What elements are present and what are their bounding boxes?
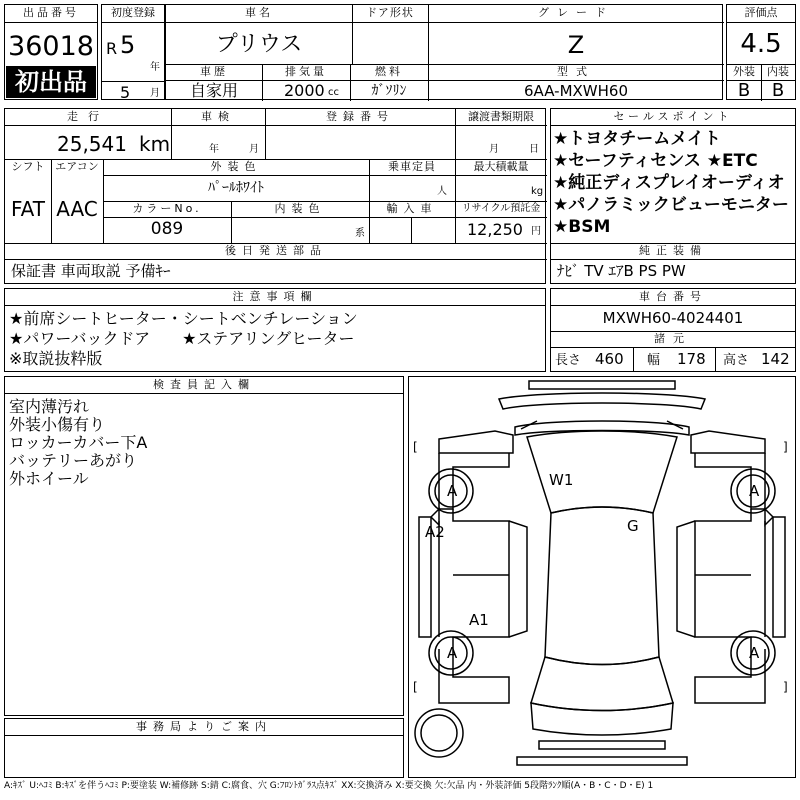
genuine-equipment-value: ﾅﾋﾞ TV ｴｱB PS PW (557, 262, 686, 280)
car-name: プリウス (215, 32, 303, 57)
caution-box (4, 288, 546, 372)
color-no-value: 089 (150, 219, 184, 239)
caution-label: 注意事項欄 (232, 290, 318, 303)
ac-label: エアコン (55, 160, 99, 173)
capacity-unit: 人 (437, 186, 447, 197)
spec-label: 諸元 (654, 332, 692, 345)
lot-number: 36018 (8, 31, 94, 62)
inspector-line: ロッカーカバー下A (9, 433, 148, 452)
inspector-line: 外ホイール (9, 469, 89, 488)
mark-fr-wheel: A (749, 482, 760, 500)
later-parts-value: 保証書 車両取説 予備ｷｰ (11, 262, 171, 280)
later-parts-label: 後日発送部品 (225, 244, 327, 257)
inspector-label: 検査員記入欄 (153, 378, 255, 391)
door-label: ドア形状 (366, 6, 414, 19)
score-value: 4.5 (740, 29, 782, 59)
lot-number-label: 出品番号 (23, 6, 79, 19)
inspector-line: バッテリーあがり (9, 451, 138, 470)
registration-label: 初度登録 (111, 6, 155, 19)
mark-rr-wheel: A (749, 644, 760, 662)
fuel-label: 燃料 (375, 65, 403, 78)
ac-value: AAC (56, 197, 98, 221)
history-value: 自家用 (189, 81, 238, 100)
import-label: 輸入車 (386, 202, 438, 215)
plate-label: 登録番号 (326, 110, 394, 123)
sales-line: ★トヨタチームメイト (553, 129, 721, 149)
mark-rl-wheel: A (447, 644, 458, 662)
month-unit: 月 (150, 88, 160, 99)
mileage-label: 走行 (67, 110, 109, 123)
grade-label: グレード (538, 6, 614, 19)
mark-a1: A1 (469, 611, 489, 629)
model-value: 6AA-MXWH60 (524, 82, 628, 100)
width-label: 幅 (647, 353, 661, 368)
era: R (106, 39, 118, 58)
car-name-label: 車名 (245, 6, 273, 19)
chassis-number: MXWH60-4024401 (602, 309, 744, 327)
caution-line: ※取説抜粋版 (9, 349, 103, 368)
sales-line: ★パノラミックビューモニター (553, 195, 789, 215)
inspector-box (4, 376, 404, 716)
chassis-box (550, 288, 796, 372)
bracket-left-bottom: [ (413, 680, 418, 694)
first-listing-badge: 初出品 (6, 66, 96, 98)
details-box (4, 108, 546, 284)
car-diagram (408, 376, 796, 778)
int-color-unit: 系 (355, 228, 365, 239)
mileage-unit: km (139, 132, 171, 156)
sales-line: ★セーフティセンス ★ETC (553, 151, 758, 171)
inspection-month-unit: 月 (249, 144, 259, 155)
sales-line: ★純正ディスプレイオーディオ (553, 173, 785, 193)
transfer-month-unit: 月 (489, 144, 499, 155)
history-label: 車歴 (200, 65, 228, 78)
transfer-day-unit: 日 (529, 144, 539, 155)
score-box (726, 4, 796, 100)
caution-line: ★前席シートヒーター・シートベンチレーション (9, 309, 358, 328)
chassis-label: 車台番号 (639, 290, 707, 303)
length-label: 長さ (555, 353, 582, 368)
genuine-equipment-label: 純正装備 (639, 244, 707, 257)
inspector-line: 室内薄汚れ (9, 397, 90, 416)
car-outline (409, 377, 795, 777)
grade-value: Z (567, 31, 585, 59)
year-unit: 年 (150, 62, 160, 73)
reg-year: 5 (120, 31, 136, 59)
displacement-unit: cc (328, 87, 339, 98)
mileage-value: 25,541 (57, 132, 127, 156)
interior-grade: B (771, 80, 785, 101)
exterior-grade: B (737, 80, 751, 101)
score-label: 評価点 (744, 6, 778, 19)
transfer-label: 譲渡書類期限 (468, 110, 534, 123)
inspector-line: 外装小傷有り (9, 415, 106, 434)
sales-line: ★BSM (553, 217, 611, 237)
displacement-label: 排気量 (285, 65, 327, 78)
mark-g: G (627, 517, 639, 535)
vehicle-info-box (165, 4, 723, 100)
height-value: 142 (761, 350, 790, 368)
capacity-label: 乗車定員 (388, 160, 436, 173)
color-value: ﾊﾟｰﾙﾎﾜｲﾄ (208, 180, 264, 196)
recycle-label: リサイクル預託金 (461, 203, 541, 214)
inspection-label: 車検 (201, 110, 235, 123)
displacement-value: 2000 (284, 81, 325, 100)
caution-line: ★パワーバックドア ★ステアリングヒーター (9, 329, 355, 348)
load-unit: kg (531, 186, 544, 197)
recycle-unit: 円 (531, 226, 541, 237)
bracket-left-top: [ (413, 440, 418, 454)
registration-box (101, 4, 165, 100)
load-label: 最大積載量 (473, 160, 529, 173)
mark-fl-wheel: A (447, 482, 458, 500)
mark-a2: A2 (425, 523, 445, 541)
mark-w1: W1 (549, 471, 574, 489)
width-value: 178 (677, 350, 706, 368)
recycle-value: 12,250 (467, 220, 523, 239)
legend: A:ｷｽﾞ U:ﾍｺﾐ B:ｷｽﾞを伴うﾍｺﾐ P:要塗装 W:補修跡 S:錆 C:腐食、穴 G:ﾌﾛﾝﾄｶﾞﾗｽ点ｷｽﾞ XX:交換済み X:要交換 欠:欠品 内・外装評価 5段階ﾗﾝｸ順(A・B・C・D・E) 1 (4, 781, 654, 791)
reg-month: 5 (120, 83, 131, 102)
inspection-year-unit: 年 (209, 144, 219, 155)
shift-value: FAT (10, 197, 45, 221)
model-label: 型式 (557, 65, 595, 78)
color-label: 外装色 (210, 160, 262, 173)
int-color-label: 内装色 (274, 202, 326, 215)
fuel-value: ｶﾞｿﾘﾝ (371, 83, 407, 99)
color-no-label: カラーNo. (132, 202, 202, 215)
interior-label: 内装 (767, 65, 789, 78)
sales-points-label: セールスポイント (613, 110, 733, 123)
length-value: 460 (595, 350, 624, 368)
sales-points-box (550, 108, 796, 284)
bracket-right-top: ] (783, 440, 788, 454)
office-box (4, 718, 404, 778)
shift-label: シフト (11, 160, 45, 173)
office-label: 事務局よりご案内 (136, 720, 272, 733)
exterior-label: 外装 (733, 65, 755, 78)
bracket-right-bottom: ] (783, 680, 788, 694)
height-label: 高さ (723, 353, 750, 368)
